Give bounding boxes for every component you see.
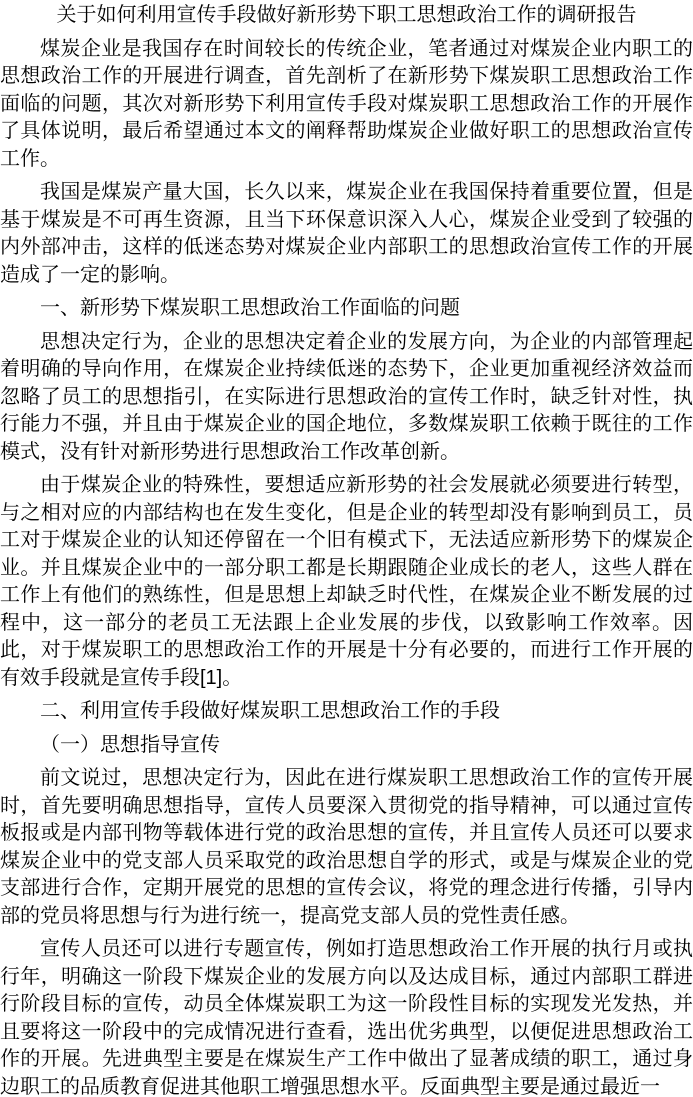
intro-paragraph: 我国是煤炭产量大国，长久以来，煤炭企业在我国保持着重要位置，但是基于煤炭是不可再生资源，且当下环保意识深入人心，煤炭企业受到了较强的内外部冲击，这样的低迷态势对煤炭企业内部职工的思想政治宣传工作的开展造成了一定的影响。	[0, 181, 693, 286]
section-heading-1: 一、新形势下煤炭职工思想政治工作面临的问题	[40, 297, 460, 319]
section-heading-2: 二、利用宣传手段做好煤炭职工思想政治工作的手段	[40, 700, 500, 722]
document-title: 关于如何利用宣传手段做好新形势下职工思想政治工作的调研报告	[56, 4, 637, 26]
section2-paragraph-2-truncated: 宣传人员还可以进行专题宣传，例如打造思想政治工作开展的执行月或执行年，明确这一阶段下煤炭企业的发展方向以及达成目标，通过内部职工群进行阶段目标的宣传，动员全体煤炭职工为这一阶段性目标的实现发光发热，并且要将这一阶段中的完成情况进行查看，选出优劣典型，以便促进思想政治工作的开展。先进典型主要是在煤炭生产工作中做出了显著成绩的职工，通过身边职工的品质教育促进其他职工增强思想水平。反面典型主要是通过最近一	[0, 938, 693, 1097]
section1-paragraph-1: 思想决定行为，企业的思想决定着企业的发展方向，为企业的内部管理起着明确的导向作用，在煤炭企业持续低迷的态势下，企业更加重视经济效益而忽略了员工的思想指引，在实际进行思想政治的宣传工作时，缺乏针对性，执行能力不强，并且由于煤炭企业的国企地位，多数煤炭职工依赖于既往的工作模式，没有针对新形势进行思想政治工作改革创新。	[0, 330, 693, 463]
abstract-paragraph: 煤炭企业是我国存在时间较长的传统企业，笔者通过对煤炭企业内职工的思想政治工作的开展进行调查，首先剖析了在新形势下煤炭职工思想政治工作面临的问题，其次对新形势下利用宣传手段对煤炭职工思想政治工作的开展作了具体说明，最后希望通过本文的阐释帮助煤炭企业做好职工的思想政治宣传工作。	[0, 37, 693, 170]
section2-paragraph-1: 前文说过，思想决定行为，因此在进行煤炭职工思想政治工作的宣传开展时，首先要明确思想指导，宣传人员要深入贯彻党的指导精神，可以通过宣传板报或是内部刊物等载体进行党的政治思想的宣传，并且宣传人员还可以要求煤炭企业中的党支部人员采取党的政治思想自学的形式，或是与煤炭企业的党支部进行合作，定期开展党的思想的宣传会议，将党的理念进行传播，引导内部的党员将思想与行为进行统一，提高党支部人员的党性责任感。	[0, 767, 693, 927]
subsection-heading-2-1: （一）思想指导宣传	[40, 733, 220, 756]
section1-paragraph-2: 由于煤炭企业的特殊性，要想适应新形势的社会发展就必须要进行转型，与之相对应的内部结构也在发生变化，但是企业的转型却没有影响到员工，员工对于煤炭企业的认知还停留在一个旧有模式下，无法适应新形势下的煤炭企业。并且煤炭企业中的一部分职工都是长期跟随企业成长的老人，这些人群在工作上有他们的熟练性，但是思想上却缺乏时代性，在煤炭企业不断发展的过程中，这一部分的老员工无法跟上企业发展的步伐，以致影响工作效率。因此，对于煤炭职工的思想政治工作的开展是十分有必要的，而进行工作开展的有效手段就是宣传手段[1]。	[0, 474, 693, 689]
